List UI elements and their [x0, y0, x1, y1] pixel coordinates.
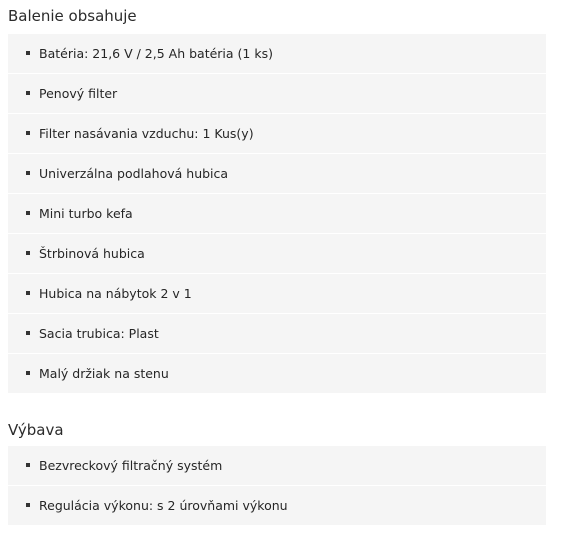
bullet-icon	[26, 331, 30, 335]
section-title-package-contents: Balenie obsahuje	[8, 7, 137, 25]
list-item-label: Univerzálna podlahová hubica	[39, 166, 229, 181]
bullet-icon	[26, 171, 30, 175]
list-item-label: Malý držiak na stenu	[39, 366, 169, 381]
bullet-icon	[26, 51, 30, 55]
list-item	[8, 154, 546, 194]
list-item	[8, 114, 546, 154]
bullet-icon	[26, 251, 30, 255]
bullet-icon	[26, 503, 30, 507]
list-item	[8, 446, 546, 486]
list-item-label: Regulácia výkonu: s 2 úrovňami výkonu	[39, 498, 288, 513]
list-item-label: Penový filter	[39, 86, 118, 101]
list-item-label: Mini turbo kefa	[39, 206, 133, 221]
list-item	[8, 354, 546, 394]
list-item	[8, 314, 546, 354]
section-title-equipment: Výbava	[8, 421, 64, 439]
bullet-icon	[26, 291, 30, 295]
list-item-label: Sacia trubica: Plast	[39, 326, 159, 341]
list-item	[8, 34, 546, 74]
list-item	[8, 194, 546, 234]
list-item	[8, 234, 546, 274]
bullet-icon	[26, 211, 30, 215]
list-item-label: Hubica na nábytok 2 v 1	[39, 286, 192, 301]
bullet-icon	[26, 371, 30, 375]
list-item-label: Batéria: 21,6 V / 2,5 Ah batéria (1 ks)	[39, 46, 273, 61]
bullet-icon	[26, 463, 30, 467]
list-item-label: Filter nasávania vzduchu: 1 Kus(y)	[39, 126, 254, 141]
list-item-label: Štrbinová hubica	[39, 246, 145, 261]
equipment-list	[8, 446, 546, 526]
bullet-icon	[26, 91, 30, 95]
list-item-label: Bezvreckový filtračný systém	[39, 458, 223, 473]
list-item	[8, 486, 546, 526]
list-item	[8, 74, 546, 114]
package-contents-list	[8, 34, 546, 394]
bullet-icon	[26, 131, 30, 135]
list-item	[8, 274, 546, 314]
